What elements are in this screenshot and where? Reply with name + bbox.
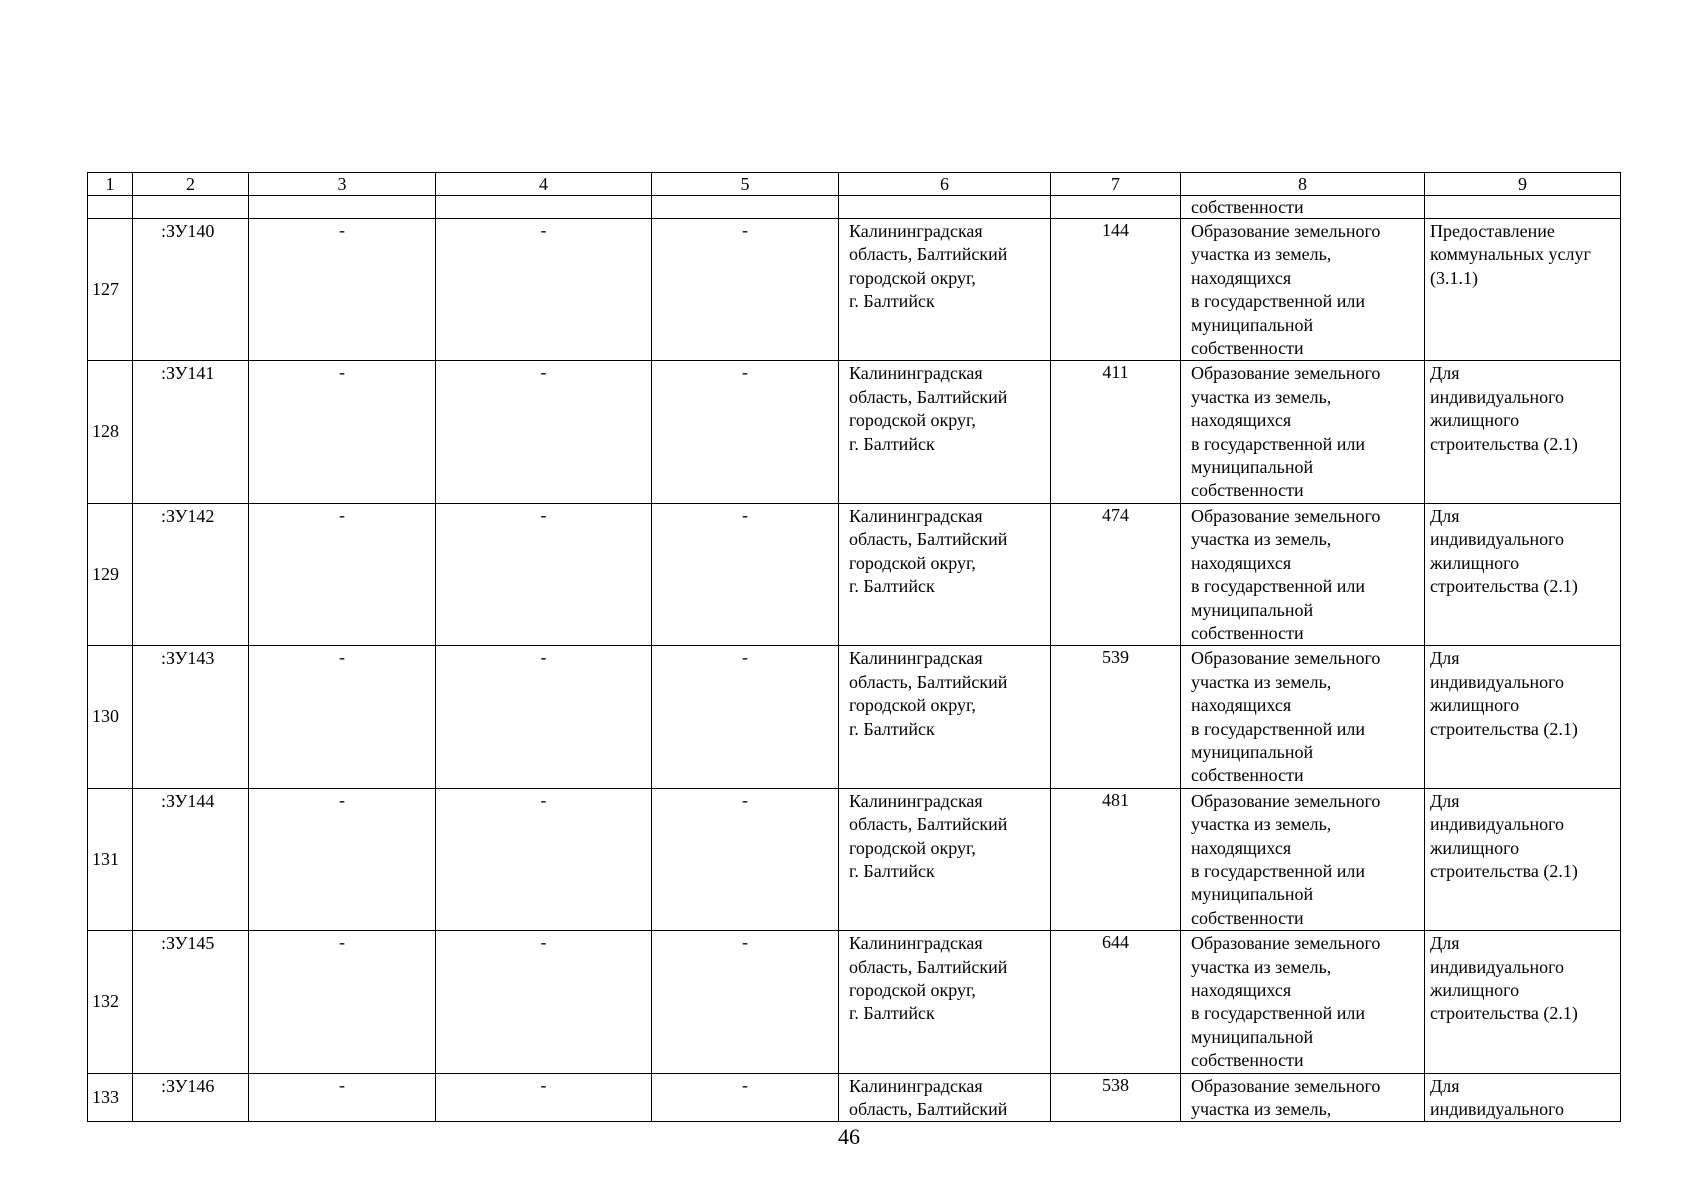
- table-cell: -: [436, 788, 652, 930]
- table-cell: -: [249, 931, 436, 1073]
- table-cell: -: [652, 361, 839, 503]
- page-number: 46: [838, 1124, 860, 1149]
- row-number: 130: [88, 646, 133, 788]
- plot-area: 538: [1051, 1073, 1181, 1122]
- table-cell: [1051, 196, 1181, 219]
- table-row: [88, 788, 1621, 930]
- column-number: 6: [839, 173, 1051, 196]
- permitted-use: Для индивидуального жилищного строительства (2.1): [1425, 788, 1621, 930]
- table-row: [88, 219, 1621, 361]
- table-cell: -: [652, 1073, 839, 1122]
- row-number: 129: [88, 503, 133, 645]
- plot-address: Калининградская область, Балтийский городской округ, г. Балтийск: [839, 931, 1051, 1073]
- plot-address: Калининградская область, Балтийский городской округ, г. Балтийск: [839, 788, 1051, 930]
- permitted-use: Для индивидуального жилищного строительства (2.1): [1425, 503, 1621, 645]
- column-number: 7: [1051, 173, 1181, 196]
- formation-basis: Образование земельного участка из земель, находящихся в государственной или муниципальной собственности: [1181, 931, 1425, 1073]
- column-number: 4: [436, 173, 652, 196]
- formation-basis: Образование земельного участка из земель, находящихся в государственной или муниципальной собственности: [1181, 219, 1425, 361]
- table-cell: -: [249, 503, 436, 645]
- table-cell: -: [436, 503, 652, 645]
- column-number: 5: [652, 173, 839, 196]
- column-number: 8: [1181, 173, 1425, 196]
- table-row: [88, 361, 1621, 503]
- column-number: 9: [1425, 173, 1621, 196]
- plot-address: Калининградская область, Балтийский городской округ, г. Балтийск: [839, 646, 1051, 788]
- permitted-use: Для индивидуального жилищного строительства (2.1): [1425, 361, 1621, 503]
- table-cell: -: [436, 361, 652, 503]
- plot-area: 644: [1051, 931, 1181, 1073]
- table-cell: -: [249, 219, 436, 361]
- plot-area: 144: [1051, 219, 1181, 361]
- table-row: [88, 646, 1621, 788]
- table-cell: [652, 196, 839, 219]
- table-cell: [839, 196, 1051, 219]
- table-cell: [436, 196, 652, 219]
- formation-basis: Образование земельного участка из земель, находящихся в государственной или муниципальной собственности: [1181, 503, 1425, 645]
- plot-area: 474: [1051, 503, 1181, 645]
- plot-area: 411: [1051, 361, 1181, 503]
- plot-code: :ЗУ140: [133, 219, 249, 361]
- table-cell: -: [652, 788, 839, 930]
- table-cell: -: [249, 788, 436, 930]
- formation-basis: Образование земельного участка из земель, находящихся в государственной или муниципальной собственности: [1181, 646, 1425, 788]
- column-number: 3: [249, 173, 436, 196]
- table-cell: -: [436, 1073, 652, 1122]
- plot-code: :ЗУ146: [133, 1073, 249, 1122]
- table-cell: -: [652, 931, 839, 1073]
- plot-address: Калининградская область, Балтийский: [839, 1073, 1051, 1122]
- plot-code: :ЗУ144: [133, 788, 249, 930]
- row-number: 127: [88, 219, 133, 361]
- table-row: [88, 1073, 1621, 1122]
- plot-address: Калининградская область, Балтийский городской округ, г. Балтийск: [839, 503, 1051, 645]
- table-row: [88, 503, 1621, 645]
- table-row: [88, 931, 1621, 1073]
- formation-basis: Образование земельного участка из земель,: [1181, 1073, 1425, 1122]
- table-cell: -: [652, 646, 839, 788]
- row-number: 133: [88, 1073, 133, 1122]
- plot-address: Калининградская область, Балтийский городской округ, г. Балтийск: [839, 361, 1051, 503]
- permitted-use: Предоставление коммунальных услуг (3.1.1): [1425, 219, 1621, 361]
- column-number-row: [88, 173, 1621, 196]
- plot-code: :ЗУ141: [133, 361, 249, 503]
- formation-basis: Образование земельного участка из земель, находящихся в государственной или муниципальной собственности: [1181, 361, 1425, 503]
- table-cell: -: [652, 219, 839, 361]
- table-cell: -: [249, 361, 436, 503]
- table-cell: -: [436, 219, 652, 361]
- plot-code: :ЗУ143: [133, 646, 249, 788]
- table-cell: -: [436, 931, 652, 1073]
- row-number: 132: [88, 931, 133, 1073]
- plot-area: 481: [1051, 788, 1181, 930]
- table-cell: -: [249, 646, 436, 788]
- permitted-use: Для индивидуального жилищного строительства (2.1): [1425, 646, 1621, 788]
- column-number: 1: [88, 173, 133, 196]
- table-cell: [1425, 196, 1621, 219]
- plot-area: 539: [1051, 646, 1181, 788]
- land-plots-table: [87, 172, 1621, 1122]
- plot-address: Калининградская область, Балтийский городской округ, г. Балтийск: [839, 219, 1051, 361]
- table-cell: -: [249, 1073, 436, 1122]
- continuation-row: [88, 196, 1621, 219]
- table-cell: -: [436, 646, 652, 788]
- table-cell: [88, 196, 133, 219]
- plot-code: :ЗУ142: [133, 503, 249, 645]
- permitted-use: Для индивидуального жилищного строительства (2.1): [1425, 931, 1621, 1073]
- plot-code: :ЗУ145: [133, 931, 249, 1073]
- table-cell: [249, 196, 436, 219]
- table-cell: -: [652, 503, 839, 645]
- permitted-use: Для индивидуального: [1425, 1073, 1621, 1122]
- row-number: 131: [88, 788, 133, 930]
- formation-basis: Образование земельного участка из земель, находящихся в государственной или муниципальной собственности: [1181, 788, 1425, 930]
- table-cell: [133, 196, 249, 219]
- row-number: 128: [88, 361, 133, 503]
- column-number: 2: [133, 173, 249, 196]
- table-cell: собственности: [1181, 196, 1425, 219]
